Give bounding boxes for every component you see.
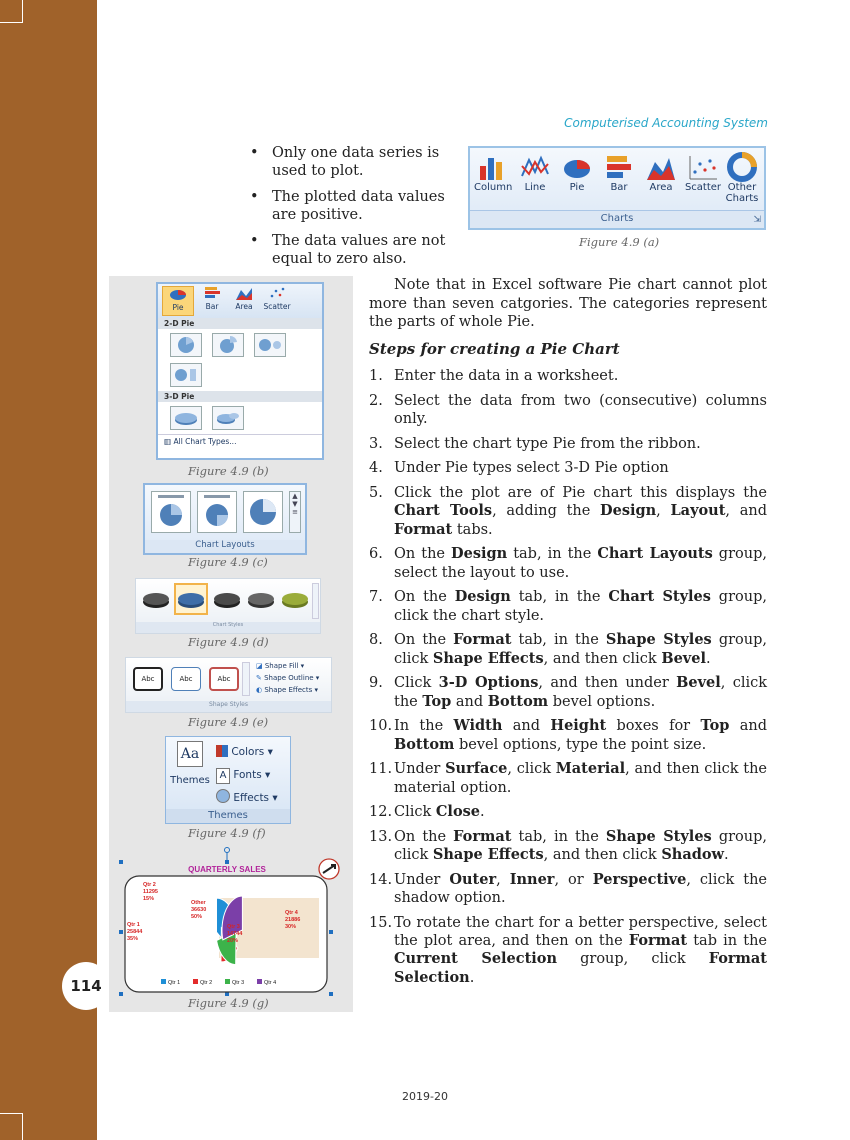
pen-icon: ✎ xyxy=(256,674,265,682)
effects-menu[interactable]: Effects ▾ xyxy=(216,787,278,810)
step-item: 7. On the Design tab, in the Chart Styles group, click the chart style. xyxy=(369,588,767,624)
colors-icon xyxy=(216,745,228,757)
step-item: 1. Enter the data in a worksheet. xyxy=(369,368,619,384)
themes-icon: Aa xyxy=(177,741,203,767)
figure-caption-d: Figure 4.9 (d) xyxy=(188,635,269,649)
pie-chart-icon xyxy=(561,152,593,182)
shape-style-3[interactable]: Abc xyxy=(209,667,239,691)
step-item: 10. In the Width and Height boxes for Top and Bottom bevel options, type the point size. xyxy=(369,717,767,753)
data-label-other-name: Other xyxy=(191,900,206,906)
scatter-tab[interactable]: Scatter xyxy=(262,286,292,311)
chart-styles-group xyxy=(135,578,321,634)
step-item: 13. On the Format tab, in the Shape Styles group, click Shape Effects, and then click Shadow. xyxy=(369,827,767,864)
data-label-other-percent: 50% xyxy=(191,914,203,920)
area-chart-icon xyxy=(645,152,677,182)
selection-handle xyxy=(119,860,123,864)
section-2d-pie: 2-D Pie xyxy=(158,318,322,329)
step-item: 4. Under Pie types select 3-D Pie option xyxy=(369,460,669,477)
step-number: 4. xyxy=(369,460,383,477)
other-charts-icon xyxy=(726,152,758,182)
scatter-chart-button[interactable]: Scatter xyxy=(684,152,722,193)
data-label-percent: 15% xyxy=(143,896,155,902)
scatter-chart-icon xyxy=(268,286,286,300)
legend-swatch xyxy=(225,979,230,984)
pie-of-pie-option-icon[interactable] xyxy=(254,333,286,357)
step-number: 1. xyxy=(369,368,383,384)
chart-style-3[interactable] xyxy=(212,587,242,611)
themes-button[interactable]: Aa Themes xyxy=(170,741,210,803)
step-item: 5. Click the plot are of Pie chart this displays the Chart Tools, adding the Design, Layout, and Format tabs. xyxy=(369,485,767,538)
steps-heading: Steps for creating a Pie Chart xyxy=(369,340,620,358)
data-label-value: 25844 xyxy=(127,929,143,935)
step-number: 2. xyxy=(369,392,383,409)
bar-tab[interactable]: Bar xyxy=(198,286,226,311)
shape-outline-menu[interactable]: ✎ Shape Outline ▾ xyxy=(256,674,320,682)
styles-scroll[interactable] xyxy=(312,583,319,619)
selection-handle xyxy=(225,860,229,864)
area-chart-icon xyxy=(235,286,253,300)
gallery-scroll[interactable]: ▲ ▼ ≡ xyxy=(289,491,301,533)
intro-paragraph: Note that in Excel software Pie chart cannot plot more than seven catgories. The categories represent the parts of whole Pie. xyxy=(369,277,767,330)
step-number: 11. xyxy=(369,761,393,778)
data-label-other-value: 36630 xyxy=(191,907,207,913)
shape-styles-label: Shape Styles xyxy=(126,701,331,712)
column-chart-button[interactable]: Column xyxy=(474,152,512,193)
pie-dropdown xyxy=(156,282,324,460)
chart-style-4[interactable] xyxy=(246,587,276,611)
pie-3d-options xyxy=(158,402,322,434)
legend-label: Qtr 4 xyxy=(264,980,277,986)
effects-icon xyxy=(216,789,230,803)
steps-list xyxy=(369,367,767,993)
chart-style-1[interactable] xyxy=(141,587,171,611)
chart-layouts-label: Chart Layouts xyxy=(145,540,305,553)
data-label-percent: 20% xyxy=(227,938,239,944)
data-label-value: 11295 xyxy=(143,889,158,895)
bar-chart-button[interactable]: Bar xyxy=(600,152,638,193)
shape-style-2[interactable]: Abc xyxy=(171,667,201,691)
step-number: 6. xyxy=(369,546,383,563)
legend-swatch xyxy=(161,979,166,984)
step-item: 2. Select the data from two (consecutive) columns only. xyxy=(369,392,767,427)
step-number: 10. xyxy=(369,718,393,735)
step-item: 11. Under Surface, click Material, and then click the material option. xyxy=(369,760,767,796)
themes-group xyxy=(165,736,291,824)
step-item: 3. Select the chart type Pie from the ribbon. xyxy=(369,435,701,452)
chart-title: QUARTERLY SALES xyxy=(188,865,266,874)
legend-swatch xyxy=(257,979,262,984)
quarterly-sales-chart[interactable] xyxy=(109,842,353,1002)
paint-bucket-icon: ◪ xyxy=(256,662,265,670)
step-number: 9. xyxy=(369,675,383,692)
chart-style-2[interactable] xyxy=(174,583,208,615)
bullet-list xyxy=(248,144,453,276)
legend-label: Qtr 1 xyxy=(168,980,181,986)
bar-of-pie-option-icon[interactable] xyxy=(170,363,202,387)
step-number: 12. xyxy=(369,804,393,821)
step-number: 7. xyxy=(369,589,383,606)
step-number: 3. xyxy=(369,435,383,452)
area-tab[interactable]: Area xyxy=(230,286,258,311)
exploded-pie-option-icon[interactable] xyxy=(212,333,244,357)
page-number: 114 xyxy=(62,962,110,1010)
selection-handle xyxy=(119,992,123,996)
column-chart-icon xyxy=(477,152,509,182)
bullet-item: • The plotted data values are positive. xyxy=(250,189,445,223)
chart-layouts-group xyxy=(143,483,307,555)
charts-group-label: Charts xyxy=(470,210,764,228)
legend-label: Qtr 3 xyxy=(232,980,245,986)
chart-types-icon: ▥ xyxy=(164,437,174,446)
figure-caption-e: Figure 4.9 (e) xyxy=(188,715,269,729)
pie-2d-options xyxy=(158,329,322,391)
step-item: 9. Click 3-D Options, and then under Bevel, click the Top and Bottom bevel options. xyxy=(369,674,767,710)
figure-caption-g: Figure 4.9 (g) xyxy=(188,996,269,1010)
step-item: 6. On the Design tab, in the Chart Layouts group, select the layout to use. xyxy=(369,545,767,581)
data-label-category: Qtr 1 xyxy=(127,922,140,928)
step-number: 5. xyxy=(369,485,383,502)
data-label-value: 21886 xyxy=(285,917,301,923)
chart-layout-1[interactable] xyxy=(151,491,191,533)
bullet-item: • Only one data series is used to plot. xyxy=(250,145,440,179)
figure-caption-c: Figure 4.9 (c) xyxy=(188,555,268,569)
chart-layout-2[interactable] xyxy=(197,491,237,533)
step-item: 15. To rotate the chart for a better perspective, select the plot area, and then on the Format tab in the Current Selection group, click Format Selection. xyxy=(369,914,767,986)
shape-style-1[interactable]: Abc xyxy=(133,667,163,691)
figure-panel xyxy=(109,276,353,1012)
fonts-icon: A xyxy=(216,768,230,784)
data-label-percent: 35% xyxy=(127,936,139,942)
selection-handle xyxy=(119,930,123,934)
line-chart-icon xyxy=(519,152,551,182)
other-charts-button[interactable]: Other Charts xyxy=(722,152,762,204)
running-head: Computerised Accounting System xyxy=(564,116,768,130)
chart-layout-3[interactable] xyxy=(243,491,283,533)
figure-caption-a: Figure 4.9 (a) xyxy=(579,235,660,249)
data-label-percent: 30% xyxy=(285,924,297,930)
line-chart-button[interactable]: Line xyxy=(516,152,554,193)
colors-menu[interactable]: Colors ▾ xyxy=(216,741,278,764)
chart-style-5[interactable] xyxy=(280,587,310,611)
figure-caption-f: Figure 4.9 (f) xyxy=(188,826,266,840)
bar-chart-icon xyxy=(203,286,221,300)
selection-handle xyxy=(329,930,333,934)
data-label-category: Qtr 2 xyxy=(143,882,156,888)
shape-styles-group xyxy=(125,657,332,713)
exploded-pie-3d-option-icon[interactable] xyxy=(212,406,244,430)
rotation-handle xyxy=(225,848,230,853)
crop-mark-top xyxy=(0,0,23,23)
footer-year: 2019-20 xyxy=(402,1090,448,1103)
dialog-launcher-icon[interactable]: ⇲ xyxy=(753,215,761,225)
pie-chart-button[interactable]: Pie xyxy=(558,152,596,193)
step-item: 12. Click Close. xyxy=(369,803,485,821)
legend-label: Qtr 2 xyxy=(200,980,213,986)
pie-tab[interactable]: Pie xyxy=(162,286,194,316)
step-number: 13. xyxy=(369,828,393,845)
scatter-chart-icon xyxy=(687,152,719,182)
selection-handle xyxy=(329,992,333,996)
step-item: 14. Under Outer, Inner, or Perspective, click the shadow option. xyxy=(369,870,767,907)
step-number: 15. xyxy=(369,914,393,931)
bullet-item: • The data values are not equal to zero also. xyxy=(250,233,446,267)
fonts-menu[interactable]: A Fonts ▾ xyxy=(216,764,278,787)
data-label-value: 14744 xyxy=(227,931,243,937)
pie-chart-icon xyxy=(169,287,187,301)
figure-caption-b: Figure 4.9 (b) xyxy=(188,464,269,478)
bar-chart-icon xyxy=(603,152,635,182)
crop-mark-bottom xyxy=(0,1113,23,1140)
step-item: 8. On the Format tab, in the Shape Styles group, click Shape Effects, and then click Bevel. xyxy=(369,631,767,667)
step-number: 14. xyxy=(369,871,393,888)
data-label-category: Qtr 3 xyxy=(227,924,240,930)
pie-3d-option-icon[interactable] xyxy=(170,406,202,430)
effects-icon: ◐ xyxy=(256,686,265,694)
area-chart-button[interactable]: Area xyxy=(642,152,680,193)
shape-effects-menu[interactable]: ◐ Shape Effects ▾ xyxy=(256,686,319,694)
step-number: 8. xyxy=(369,632,383,649)
shape-styles-scroll[interactable] xyxy=(242,662,250,696)
chart-styles-label: Chart Styles xyxy=(136,622,320,633)
all-chart-types-link[interactable]: ▥ All Chart Types... xyxy=(158,434,322,448)
pie-option-icon[interactable] xyxy=(170,333,202,357)
data-label-category: Qtr 4 xyxy=(285,910,298,916)
shape-fill-menu[interactable]: ◪ Shape Fill ▾ xyxy=(256,662,305,670)
legend-swatch xyxy=(193,979,198,984)
charts-ribbon-group xyxy=(468,146,766,230)
section-3d-pie: 3-D Pie xyxy=(158,391,322,402)
themes-label: Themes xyxy=(166,809,290,823)
